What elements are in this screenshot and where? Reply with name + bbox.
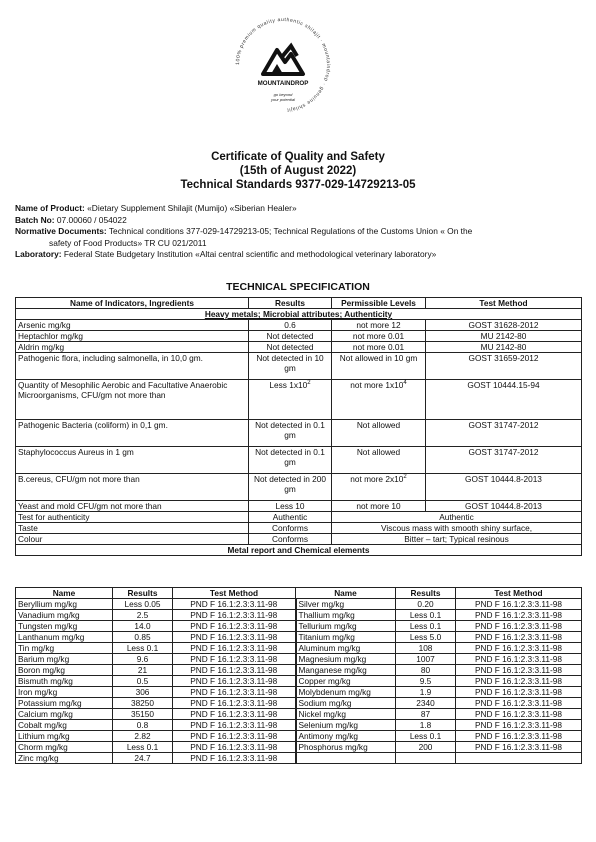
product-value: «Dietary Supplement Shilajit (Mumijo) «Siberian Healer» (84, 203, 297, 213)
metal-result: 1007 (396, 654, 456, 665)
spec-result: Not detected in 10 gm (249, 353, 332, 380)
spec-level: Not allowed (332, 420, 426, 447)
metal-header-name-2: Name (296, 588, 396, 599)
auth-name: Colour (16, 534, 249, 545)
spec-method: MU 2142-80 (426, 342, 582, 353)
metal-method: PND F 16.1:2.3:3.11-98 (456, 676, 582, 687)
spec-level-base: not more 1x10 (350, 380, 404, 390)
normative-label: Normative Documents: (15, 226, 107, 236)
metal-header-method-2: Test Method (456, 588, 582, 599)
table-row (16, 731, 582, 742)
table-row (16, 447, 582, 474)
spec-name: Staphylococcus Aureus in 1 gm (16, 447, 249, 474)
metal-name: Tin mg/kg (16, 643, 113, 654)
metal-method: PND F 16.1:2.3:3.11-98 (173, 731, 296, 742)
metal-result: 14.0 (113, 621, 173, 632)
metal-header-row (16, 588, 582, 599)
spec-header-name: Name of Indicators, Ingredients (16, 298, 249, 309)
metal-name: Tungsten mg/kg (16, 621, 113, 632)
metal-method (456, 753, 582, 764)
auth-value: Viscous mass with smooth shiny surface, (332, 523, 582, 534)
metal-result: Less 0.1 (396, 731, 456, 742)
metal-name: Barium mg/kg (16, 654, 113, 665)
table-row (16, 665, 582, 676)
table-row (16, 687, 582, 698)
metal-method: PND F 16.1:2.3:3.11-98 (173, 742, 296, 753)
metal-method: PND F 16.1:2.3:3.11-98 (456, 698, 582, 709)
table-row (16, 501, 582, 512)
metal-result: Less 0.1 (113, 742, 173, 753)
spec-level-exp: 2 (403, 474, 407, 480)
metal-report-table (15, 587, 582, 764)
lab-value: Federal State Budgetary Institution «Altai central scientific and methodological veterinary laboratory» (61, 249, 437, 259)
metal-method: PND F 16.1:2.3:3.11-98 (173, 599, 296, 610)
metal-name: Manganese mg/kg (296, 665, 396, 676)
metal-result: Less 0.1 (396, 621, 456, 632)
spec-level-exp: 4 (403, 380, 407, 386)
spec-name: Pathogenic Bacteria (coliform) in 0,1 gm. (16, 420, 249, 447)
lab-label: Laboratory: (15, 249, 62, 259)
metal-section-title: Metal report and Chemical elements (16, 545, 582, 556)
metal-result: 0.20 (396, 599, 456, 610)
metal-method: PND F 16.1:2.3:3.11-98 (456, 665, 582, 676)
metal-method: PND F 16.1:2.3:3.11-98 (456, 621, 582, 632)
mountaindrop-logo (228, 10, 338, 120)
metal-result: 200 (396, 742, 456, 753)
normative-value: Technical conditions 377-029-14729213-05; Technical Regulations of the Customs Union « On the (106, 226, 473, 236)
spec-result: Not detected (249, 342, 332, 353)
table-row (16, 632, 582, 643)
logo-tagline-1: go beyond (273, 92, 293, 97)
spec-name: Quantity of Mesophilic Aerobic and Facultative Anaerobic Microorganisms, CFU/gm not more than (16, 380, 249, 420)
metal-name: Antimony mg/kg (296, 731, 396, 742)
spec-result: Not detected in 200 gm (249, 474, 332, 501)
auth-name: Taste (16, 523, 249, 534)
table-row (16, 320, 582, 331)
metal-method: PND F 16.1:2.3:3.11-98 (173, 720, 296, 731)
table-row (16, 534, 582, 545)
table-row (16, 353, 582, 380)
spec-name: Heptachlor mg/kg (16, 331, 249, 342)
metal-name: Calcium mg/kg (16, 709, 113, 720)
table-row (16, 643, 582, 654)
metal-method: PND F 16.1:2.3:3.11-98 (456, 731, 582, 742)
metal-method: PND F 16.1:2.3:3.11-98 (456, 720, 582, 731)
spec-method: GOST 10444.8-2013 (426, 474, 582, 501)
table-row (16, 654, 582, 665)
metal-name: Potassium mg/kg (16, 698, 113, 709)
spec-level: not more 0.01 (332, 342, 426, 353)
metal-method: PND F 16.1:2.3:3.11-98 (173, 654, 296, 665)
metal-result: 1.9 (396, 687, 456, 698)
spec-name: B.cereus, CFU/gm not more than (16, 474, 249, 501)
spec-header-row (16, 298, 582, 309)
spec-level (332, 474, 426, 501)
table-row (16, 753, 582, 764)
metal-result: Less 0.1 (113, 643, 173, 654)
metal-method: PND F 16.1:2.3:3.11-98 (173, 709, 296, 720)
table-row (16, 474, 582, 501)
metal-result: Less 0.05 (113, 599, 173, 610)
metal-method: PND F 16.1:2.3:3.11-98 (173, 698, 296, 709)
metal-result: 9.6 (113, 654, 173, 665)
metal-result: 9.5 (396, 676, 456, 687)
metal-name: Silver mg/kg (296, 599, 396, 610)
table-row (16, 742, 582, 753)
auth-result: Authentic (249, 512, 332, 523)
metal-method: PND F 16.1:2.3:3.11-98 (173, 665, 296, 676)
metal-method: PND F 16.1:2.3:3.11-98 (456, 742, 582, 753)
metal-method: PND F 16.1:2.3:3.11-98 (173, 621, 296, 632)
batch-value: 07.00060 / 054022 (54, 214, 127, 225)
metal-name (296, 753, 396, 764)
title-line-3: Technical Standards 9377-029-14729213-05 (180, 179, 416, 191)
metal-name: Vanadium mg/kg (16, 610, 113, 621)
metal-result: 0.85 (113, 632, 173, 643)
spec-level: not more 10 (332, 501, 426, 512)
metal-result: Less 0.1 (396, 610, 456, 621)
spec-name: Arsenic mg/kg (16, 320, 249, 331)
metal-result: 38250 (113, 698, 173, 709)
metal-result: 24.7 (113, 753, 173, 764)
table-row (16, 621, 582, 632)
metal-method: PND F 16.1:2.3:3.11-98 (456, 632, 582, 643)
logo-ring-text: 100% premium quality authentic shilajit · mountaindrop · genuine shilajit (234, 16, 332, 113)
metal-name: Bismuth mg/kg (16, 676, 113, 687)
metal-name: Zinc mg/kg (16, 753, 113, 764)
spec-level: not more 12 (332, 320, 426, 331)
metal-result: Less 5.0 (396, 632, 456, 643)
spec-method: GOST 10444.8-2013 (426, 501, 582, 512)
auth-result: Conforms (249, 523, 332, 534)
spec-header-method: Test Method (426, 298, 582, 309)
auth-value: Bitter – tart; Typical resinous (332, 534, 582, 545)
spec-result-exp: 2 (307, 380, 311, 386)
certificate-title (0, 150, 596, 192)
metal-method: PND F 16.1:2.3:3.11-98 (173, 687, 296, 698)
metal-name: Nickel mg/kg (296, 709, 396, 720)
table-row (16, 523, 582, 534)
metal-result: 306 (113, 687, 173, 698)
metal-result: 21 (113, 665, 173, 676)
table-row (16, 720, 582, 731)
metal-result: 87 (396, 709, 456, 720)
spec-level (332, 380, 426, 420)
metal-result: 108 (396, 643, 456, 654)
metal-result: 1.8 (396, 720, 456, 731)
logo-seal-icon (228, 10, 338, 120)
metal-method: PND F 16.1:2.3:3.11-98 (456, 599, 582, 610)
metal-name: Cobalt mg/kg (16, 720, 113, 731)
spec-method: GOST 31747-2012 (426, 447, 582, 474)
auth-name: Test for authenticity (16, 512, 249, 523)
product-label: Name of Product: (15, 203, 85, 213)
metal-name: Sodium mg/kg (296, 698, 396, 709)
metal-name: Molybdenum mg/kg (296, 687, 396, 698)
metal-name: Phosphorus mg/kg (296, 742, 396, 753)
metal-name: Boron mg/kg (16, 665, 113, 676)
title-line-2: (15th of August 2022) (239, 165, 357, 177)
metal-name: Titanium mg/kg (296, 632, 396, 643)
spec-result-base: Less 1x10 (269, 380, 308, 390)
logo-tagline-2: your potential (270, 97, 296, 102)
table-row (16, 331, 582, 342)
spec-name: Yeast and mold CFU/gm not more than (16, 501, 249, 512)
technical-specification-title: TECHNICAL SPECIFICATION (226, 281, 370, 293)
metal-result: 2340 (396, 698, 456, 709)
metal-name: Lithium mg/kg (16, 731, 113, 742)
spec-method: GOST 31659-2012 (426, 353, 582, 380)
certificate-meta (15, 203, 581, 261)
logo-brand: MOUNTAINDROP (257, 80, 309, 87)
metal-method: PND F 16.1:2.3:3.11-98 (456, 643, 582, 654)
spec-level: Not allowed (332, 447, 426, 474)
metal-name: Lanthanum mg/kg (16, 632, 113, 643)
metal-method: PND F 16.1:2.3:3.11-98 (456, 610, 582, 621)
spec-level: Not allowed in 10 gm (332, 353, 426, 380)
spec-header-levels: Permissible Levels (332, 298, 426, 309)
metal-name: Selenium mg/kg (296, 720, 396, 731)
spec-method: GOST 31628-2012 (426, 320, 582, 331)
metal-result: 0.8 (113, 720, 173, 731)
spec-result: Not detected in 0.1 gm (249, 420, 332, 447)
spec-level: not more 0.01 (332, 331, 426, 342)
metal-result: 2.5 (113, 610, 173, 621)
table-row (16, 709, 582, 720)
metal-method: PND F 16.1:2.3:3.11-98 (173, 632, 296, 643)
spec-section-heavy: Heavy metals; Microbial attributes; Authenticity (16, 309, 582, 320)
metal-header-method-1: Test Method (173, 588, 296, 599)
metal-method: PND F 16.1:2.3:3.11-98 (456, 654, 582, 665)
metal-header-name-1: Name (16, 588, 113, 599)
spec-method: GOST 10444.15-94 (426, 380, 582, 420)
normative-value-2: safety of Food Products» TR CU 021/2011 (49, 237, 207, 248)
metal-method: PND F 16.1:2.3:3.11-98 (173, 643, 296, 654)
metal-name: Thallium mg/kg (296, 610, 396, 621)
metal-name: Magnesium mg/kg (296, 654, 396, 665)
metal-method: PND F 16.1:2.3:3.11-98 (173, 753, 296, 764)
metal-method: PND F 16.1:2.3:3.11-98 (173, 676, 296, 687)
spec-result: Not detected in 0.1 gm (249, 447, 332, 474)
metal-result: 0.5 (113, 676, 173, 687)
metal-name: Beryllium mg/kg (16, 599, 113, 610)
metal-method: PND F 16.1:2.3:3.11-98 (173, 610, 296, 621)
metal-name: Copper mg/kg (296, 676, 396, 687)
spec-result: 0.6 (249, 320, 332, 331)
table-row (16, 698, 582, 709)
auth-result: Conforms (249, 534, 332, 545)
metal-method: PND F 16.1:2.3:3.11-98 (456, 709, 582, 720)
table-row (16, 512, 582, 523)
spec-level-base: not more 2x10 (350, 474, 404, 484)
table-row (16, 599, 582, 610)
metal-method: PND F 16.1:2.3:3.11-98 (456, 687, 582, 698)
auth-value: Authentic (332, 512, 582, 523)
table-row (16, 420, 582, 447)
spec-result (249, 380, 332, 420)
metal-name: Aluminum mg/kg (296, 643, 396, 654)
spec-name: Pathogenic flora, including salmonella, in 10,0 gm. (16, 353, 249, 380)
metal-result: 35150 (113, 709, 173, 720)
spec-result: Less 10 (249, 501, 332, 512)
spec-method: GOST 31747-2012 (426, 420, 582, 447)
metal-result (396, 753, 456, 764)
metal-name: Tellurium mg/kg (296, 621, 396, 632)
metal-name: Chorm mg/kg (16, 742, 113, 753)
table-row (16, 610, 582, 621)
table-row (16, 342, 582, 353)
spec-header-results: Results (249, 298, 332, 309)
metal-result: 2.82 (113, 731, 173, 742)
batch-label: Batch No: (15, 214, 55, 225)
spec-result: Not detected (249, 331, 332, 342)
spec-method: MU 2142-80 (426, 331, 582, 342)
metal-header-results-1: Results (113, 588, 173, 599)
metal-name: Iron mg/kg (16, 687, 113, 698)
metal-header-results-2: Results (396, 588, 456, 599)
spec-name: Aldrin mg/kg (16, 342, 249, 353)
metal-result: 80 (396, 665, 456, 676)
table-row (16, 676, 582, 687)
table-row (16, 380, 582, 420)
technical-spec-table (15, 297, 582, 556)
title-line-1: Certificate of Quality and Safety (211, 151, 385, 163)
